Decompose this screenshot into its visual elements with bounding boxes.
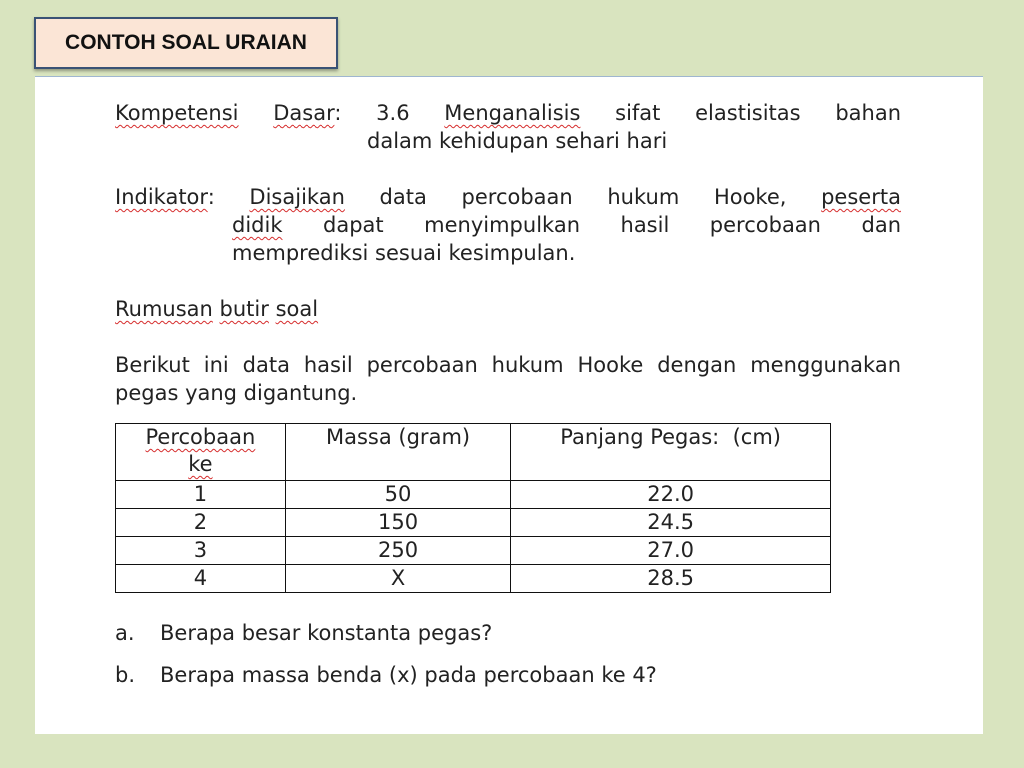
cell-massa: 50 [285,481,511,509]
question-text: Berapa besar konstanta pegas? [160,621,493,645]
header-massa: Massa (gram) [285,424,511,481]
indicator-word-2: data [379,185,427,209]
kd-label: Kompetensi [115,101,239,125]
cell-no: 1 [116,481,286,509]
cell-no: 4 [116,565,286,593]
cell-no: 2 [116,509,286,537]
data-table [115,423,831,593]
kd-continuation: dalam kehidupan sehari hari [367,129,668,153]
document-content [115,99,901,689]
indicator-line-3: memprediksi sesuai kesimpulan. [232,241,576,265]
header-percobaan: Percobaan ke [116,424,286,481]
problem-intro: Berikut ini data hasil percobaan hukum Hooke dengan menggunakan pegas yang digantung. [115,353,901,405]
indicator-line-1 [115,183,901,211]
kd-line [115,99,901,127]
question-item [115,661,901,689]
kd-label2: Dasar: [273,101,342,125]
question-label: a. [115,621,135,645]
question-label: b. [115,663,136,687]
table-header-row [116,424,831,481]
cell-massa: X [285,565,511,593]
table-row [116,481,831,509]
cell-panjang: 24.5 [511,509,831,537]
indicator-line-2: didik dapat menyimpulkan hasil percobaan dan [232,213,901,237]
indicator-label: Indikator: [115,185,215,209]
table-row [116,509,831,537]
kd-word-1: Menganalisis [444,101,581,125]
indicator-word-3: percobaan [461,185,573,209]
cell-massa: 250 [285,537,511,565]
kd-word-4: bahan [835,101,901,125]
header-panjang: Panjang Pegas: (cm) [511,424,831,481]
cell-panjang: 22.0 [511,481,831,509]
rumusan-heading: Rumusan butir soal [115,297,319,321]
kd-word-2: sifat [615,101,661,125]
cell-panjang: 27.0 [511,537,831,565]
indicator-word-1: Disajikan [249,185,345,209]
document-page [35,76,983,734]
indicator-word-6: peserta [821,185,901,209]
table-row [116,565,831,593]
cell-panjang: 28.5 [511,565,831,593]
indicator-word-4: hukum [607,185,680,209]
kd-number: 3.6 [376,101,410,125]
questions-list [115,619,901,689]
cell-massa: 150 [285,509,511,537]
table-row [116,537,831,565]
question-item [115,619,901,647]
cell-no: 3 [116,537,286,565]
slide-title: CONTOH SOAL URAIAN [34,17,338,69]
question-text: Berapa massa benda (x) pada percobaan ke 4? [160,663,657,687]
indicator-word-5: Hooke, [713,185,787,209]
kd-word-3: elastisitas [695,101,801,125]
